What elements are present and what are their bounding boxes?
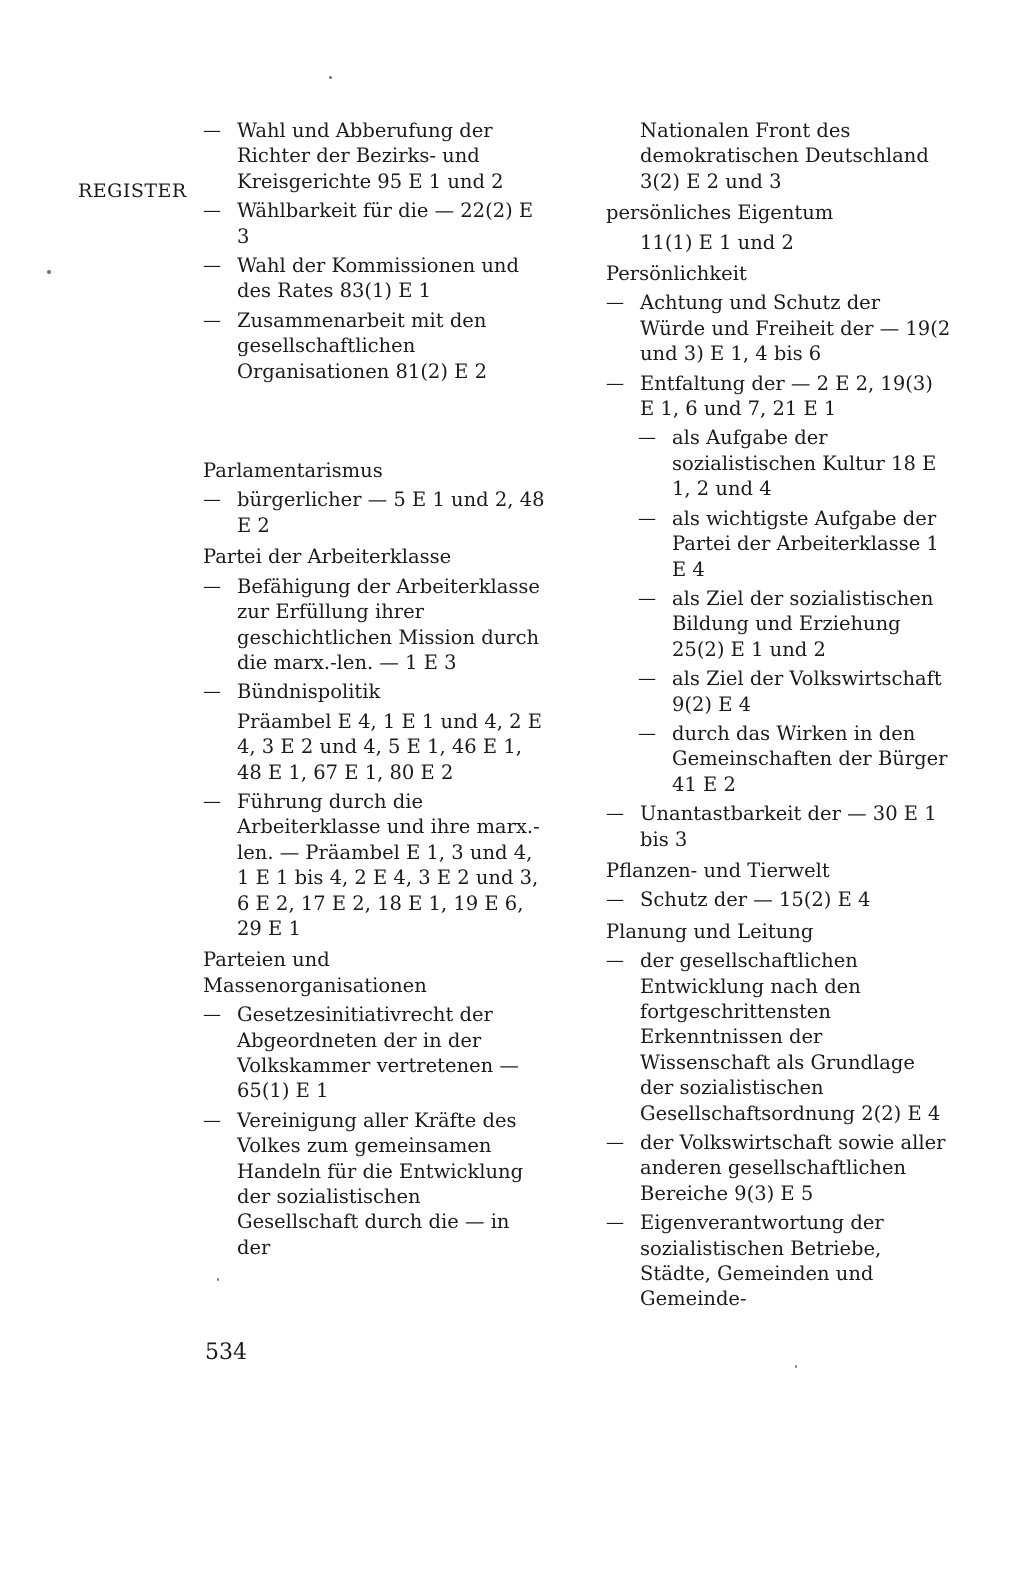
index-heading: Parteien und Massenorganisationen bbox=[203, 948, 427, 997]
index-subentry: — als Aufgabe der sozialistischen Kultur 18 E 1, 2 und 4 bbox=[638, 425, 951, 501]
index-subentry: — Wahl der Kommissionen und des Rates 83(1) E 1 bbox=[203, 253, 548, 304]
index-subentry: — durch das Wirken in den Gemeinschaften der Bürger 41 E 2 bbox=[638, 721, 951, 797]
index-subentry: — Schutz der — 15(2) E 4 bbox=[606, 887, 951, 912]
index-subentry: — Befähigung der Arbeiterklasse zur Erfüllung ihrer geschichtlichen Mission durch die marx.-len. — 1 E 3 bbox=[203, 574, 548, 676]
running-head: REGISTER bbox=[78, 180, 187, 202]
index-column-right bbox=[606, 118, 951, 1316]
index-subentry: Nationalen Front des demokratischen Deutschland 3(2) E 2 und 3 bbox=[640, 119, 929, 193]
paper-speck bbox=[795, 1365, 797, 1368]
index-subentry: — bürgerlicher — 5 E 1 und 2, 48 E 2 bbox=[203, 487, 548, 538]
index-subentry: — Unantastbarkeit der — 30 E 1 bis 3 bbox=[606, 801, 951, 852]
index-heading: Persönlichkeit bbox=[606, 262, 747, 286]
index-subentry: — Achtung und Schutz der Würde und Freiheit der — 19(2 und 3) E 1, 4 bis 6 bbox=[606, 290, 951, 366]
paper-speck bbox=[47, 270, 51, 274]
page-number: 534 bbox=[205, 1340, 247, 1365]
paper-speck bbox=[217, 1278, 219, 1281]
index-subentry: 11(1) E 1 und 2 bbox=[640, 230, 794, 254]
index-subentry: — der gesellschaftlichen Entwicklung nach den fortgeschrittensten Erkenntnissen der Wissenschaft als Grundlage der sozialistischen Gesellschaftsordnung 2(2) E 4 bbox=[606, 948, 951, 1126]
index-subentry: — Führung durch die Arbeiterklasse und ihre marx.-len. — Präambel E 1, 3 und 4, 1 E 1 bis 4, 2 E 4, 3 E 2 und 3, 6 E 2, 17 E 2, 18 E 1, 19 E 6, 29 E 1 bbox=[203, 789, 548, 941]
index-heading: persönliches Eigentum bbox=[606, 201, 834, 225]
index-column-left bbox=[203, 118, 548, 1264]
index-subentry: — der Volkswirtschaft sowie aller anderen gesellschaftlichen Bereiche 9(3) E 5 bbox=[606, 1130, 951, 1206]
index-subentry: — Gesetzesinitiativrecht der Abgeordneten der in der Volkskammer vertretenen — 65(1) E 1 bbox=[203, 1002, 548, 1104]
index-heading: Partei der Arbeiterklasse bbox=[203, 545, 452, 569]
index-subentry: — Wählbarkeit für die — 22(2) E 3 bbox=[203, 198, 548, 249]
index-subentry: — als Ziel der Volkswirtschaft 9(2) E 4 bbox=[638, 666, 951, 717]
index-subentry: — Entfaltung der — 2 E 2, 19(3) E 1, 6 und 7, 21 E 1 bbox=[606, 371, 951, 422]
index-subentry: — als wichtigste Aufgabe der Partei der Arbeiterklasse 1 E 4 bbox=[638, 506, 951, 582]
index-heading: Parlamentarismus bbox=[203, 459, 383, 483]
index-subentry: — Vereinigung aller Kräfte des Volkes zum gemeinsamen Handeln für die Entwicklung der sozialistischen Gesellschaft durch die — in der bbox=[203, 1108, 548, 1260]
index-subentry: — Zusammenarbeit mit den gesellschaftlichen Organisationen 81(2) E 2 bbox=[203, 308, 548, 384]
index-subentry: — Bündnispolitik bbox=[203, 679, 548, 704]
index-subentry: — Eigenverantwortung der sozialistischen Betriebe, Städte, Gemeinden und Gemeinde- bbox=[606, 1210, 951, 1312]
index-heading: Pflanzen- und Tierwelt bbox=[606, 858, 830, 882]
paper-speck bbox=[329, 76, 332, 79]
index-subentry: — als Ziel der sozialistischen Bildung und Erziehung 25(2) E 1 und 2 bbox=[638, 586, 951, 662]
index-subentry: — Wahl und Abberufung der Richter der Bezirks- und Kreisgerichte 95 E 1 und 2 bbox=[203, 118, 548, 194]
index-heading: Planung und Leitung bbox=[606, 919, 814, 943]
index-subentry: Präambel E 4, 1 E 1 und 4, 2 E 4, 3 E 2 und 4, 5 E 1, 46 E 1, 48 E 1, 67 E 1, 80 E 2 bbox=[237, 709, 542, 784]
